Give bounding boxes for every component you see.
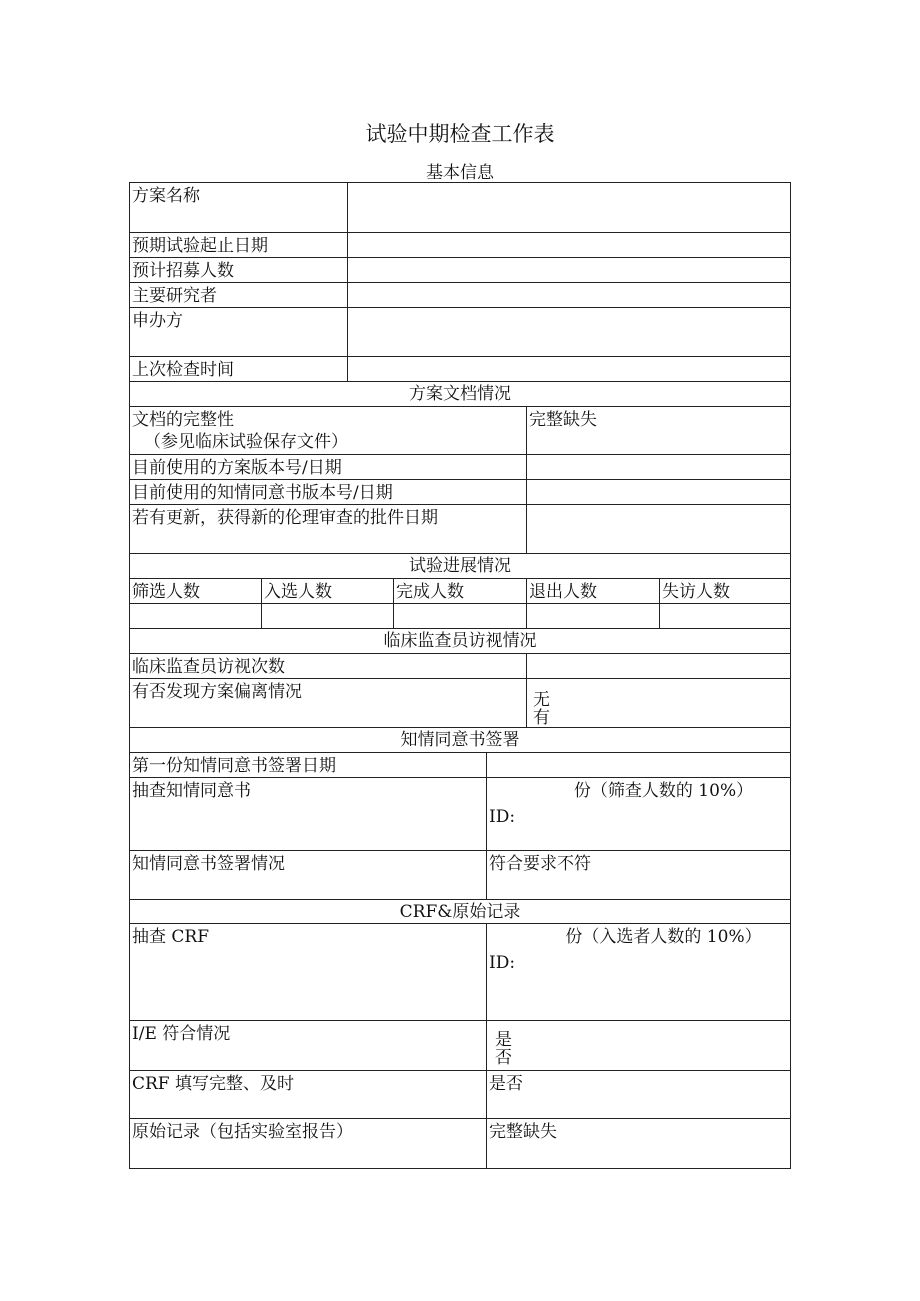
- page-title: 试验中期检查工作表: [365, 122, 555, 146]
- ie-option-yes[interactable]: 是: [495, 1030, 512, 1050]
- basic-info-header: 基本信息: [426, 163, 494, 183]
- deviation-option-no[interactable]: 无: [533, 690, 550, 710]
- sponsor-label: 申办方: [130, 308, 348, 357]
- planned-enrollment-field[interactable]: [348, 258, 791, 283]
- consent-sign-status-label: 知情同意书签署情况: [130, 851, 487, 900]
- crf-sample-field[interactable]: [487, 924, 791, 1021]
- progress-header: 试验进展情况: [130, 554, 791, 579]
- progress-screened-field[interactable]: [130, 604, 262, 629]
- icf-version-label: 目前使用的知情同意书版本号/日期: [130, 480, 527, 505]
- deviation-options[interactable]: [527, 679, 791, 728]
- principal-investigator-label: 主要研究者: [130, 283, 348, 308]
- crf-fill-options[interactable]: 是否: [487, 1071, 791, 1119]
- doc-completeness-title: 文档的完整性: [132, 410, 234, 430]
- consent-sample-copies: 份（筛查人数的 10%）: [573, 781, 754, 801]
- doc-completeness-label: [130, 407, 527, 455]
- progress-completed-field[interactable]: [394, 604, 527, 629]
- protocol-name-field[interactable]: [348, 183, 791, 233]
- consent-header: 知情同意书签署: [130, 728, 791, 753]
- progress-col-completed: 完成人数: [394, 579, 527, 604]
- monitor-visit-count-field[interactable]: [527, 654, 791, 679]
- deviation-label: 有否发现方案偏离情况: [130, 679, 527, 728]
- principal-investigator-field[interactable]: [348, 283, 791, 308]
- icf-version-field[interactable]: [527, 480, 791, 505]
- sponsor-field[interactable]: [348, 308, 791, 357]
- progress-col-screened: 筛选人数: [130, 579, 262, 604]
- ethics-approval-field[interactable]: [527, 505, 791, 554]
- protocol-version-field[interactable]: [527, 455, 791, 480]
- consent-sample-field[interactable]: [487, 778, 791, 851]
- progress-withdrawn-field[interactable]: [527, 604, 660, 629]
- doc-completeness-options[interactable]: 完整缺失: [527, 407, 791, 455]
- first-sign-date-label: 第一份知情同意书签署日期: [130, 753, 487, 778]
- ie-options[interactable]: [487, 1021, 791, 1071]
- ethics-approval-label: 若有更新，获得新的伦理审查的批件日期: [130, 505, 527, 554]
- source-record-label: 原始记录（包括实验室报告）: [130, 1119, 487, 1169]
- last-inspection-field[interactable]: [348, 357, 791, 382]
- crf-sample-label: 抽查 CRF: [130, 924, 487, 1021]
- source-record-options[interactable]: 完整缺失: [487, 1119, 791, 1169]
- progress-col-lost: 失访人数: [660, 579, 791, 604]
- protocol-docs-header: 方案文档情况: [130, 382, 791, 407]
- crf-sample-id: ID:: [489, 953, 516, 973]
- doc-completeness-note: （参见临床试验保存文件）: [144, 432, 348, 452]
- crf-header: CRF&原始记录: [130, 900, 791, 924]
- monitor-header: 临床监查员访视情况: [130, 629, 791, 654]
- planned-dates-field[interactable]: [348, 233, 791, 258]
- protocol-version-label: 目前使用的方案版本号/日期: [130, 455, 527, 480]
- progress-col-enrolled: 入选人数: [262, 579, 394, 604]
- consent-sample-id: ID:: [489, 807, 516, 827]
- ie-label: I/E 符合情况: [130, 1021, 487, 1071]
- crf-fill-label: CRF 填写完整、及时: [130, 1071, 487, 1119]
- progress-lost-field[interactable]: [660, 604, 791, 629]
- inspection-form-table: [129, 182, 791, 1169]
- first-sign-date-field[interactable]: [487, 753, 791, 778]
- deviation-option-yes[interactable]: 有: [533, 708, 550, 728]
- planned-dates-label: 预期试验起止日期: [130, 233, 348, 258]
- crf-sample-copies: 份（入选者人数的 10%）: [565, 927, 762, 947]
- protocol-name-label: 方案名称: [130, 183, 348, 233]
- consent-sign-status-options[interactable]: 符合要求不符: [487, 851, 791, 900]
- ie-option-no[interactable]: 否: [495, 1048, 512, 1068]
- monitor-visit-count-label: 临床监查员访视次数: [130, 654, 527, 679]
- last-inspection-label: 上次检查时间: [130, 357, 348, 382]
- progress-enrolled-field[interactable]: [262, 604, 394, 629]
- planned-enrollment-label: 预计招募人数: [130, 258, 348, 283]
- progress-col-withdrawn: 退出人数: [527, 579, 660, 604]
- consent-sample-label: 抽查知情同意书: [130, 778, 487, 851]
